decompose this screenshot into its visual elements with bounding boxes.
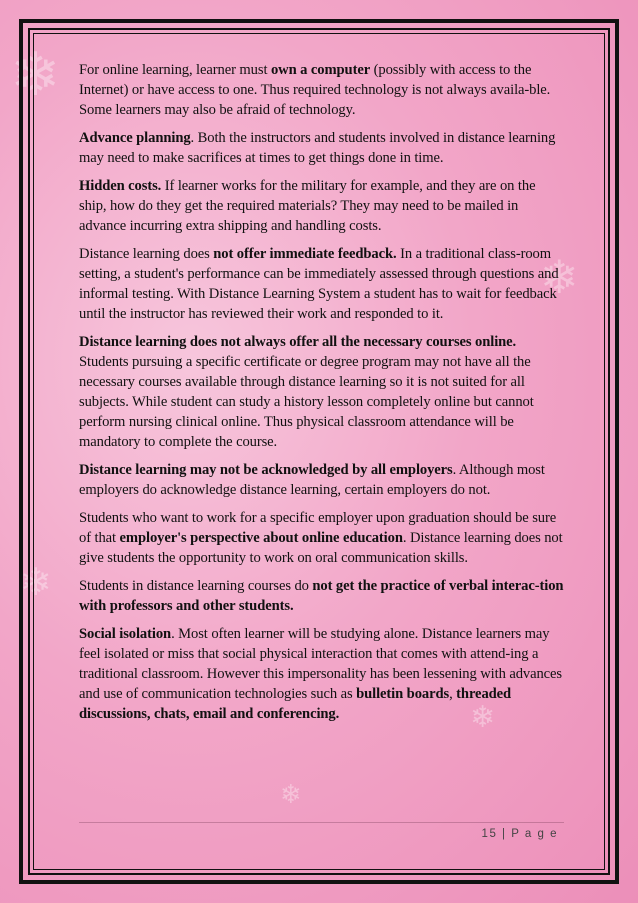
text-run: . Most often learner will be studying alone. Distance learners may feel isolated or miss that social physical interaction that comes with attend-ing a traditional classroom. However this impersonality has been lessening with advances and use of communication technologies such as (79, 626, 563, 702)
bold-text: Distance learning does not always offer all the necessary courses online. (79, 334, 517, 350)
bold-text: own a computer (270, 62, 371, 78)
paragraph (79, 460, 564, 500)
page-number: 15 (481, 828, 498, 840)
bold-text: employer's perspective about online education (119, 530, 403, 546)
text-run: In a traditional class-room setting, a student's performance can be immediately assessed through questions and informal testing. With Distance Learning System a student has to wait for feedback until the instructor has reviewed their work and responded to it. (79, 246, 559, 322)
page-label: P a g e (511, 828, 558, 840)
text-run: , (449, 686, 457, 702)
page-footer (482, 828, 558, 840)
snowflake-decoration: ❄ (20, 560, 52, 604)
paragraph (79, 128, 564, 168)
bold-text: threaded discussions, chats, email and conferencing. (79, 686, 512, 722)
bold-text: Distance learning may not be acknowledged by all employers (79, 462, 453, 478)
bold-text: Advance planning (79, 130, 191, 146)
text-run: For online learning, learner must (79, 62, 271, 78)
bold-text: not offer immediate feedback. (213, 246, 397, 262)
snowflake-decoration: ❄ (470, 700, 496, 735)
text-run: . Both the instructors and students involved in distance learning may need to make sacrifices at times to get things done in time. (79, 130, 556, 166)
paragraph (79, 176, 564, 236)
paragraph (79, 508, 564, 568)
text-run: . Distance learning does not give students the opportunity to work on oral communication skills. (79, 530, 563, 566)
footer-rule (79, 822, 564, 823)
text-run: Students in distance learning courses do (79, 578, 313, 594)
text-run: Students pursuing a specific certificate or degree program may not have all the necessary courses available through distance learning so it is not suited for all subjects. While student can study a history lesson completely online but cannot perform nursing clinical online. Thus physical classroom attendance will be mandatory to complete the course. (79, 354, 534, 450)
text-run: . Although most employers do acknowledge distance learning, certain employers do not. (79, 462, 545, 498)
document-body (79, 60, 564, 732)
paragraph (79, 332, 564, 452)
text-run: Students who want to work for a specific employer upon graduation should be sure of that (79, 510, 557, 546)
snowflake-decoration: ❄ (10, 40, 61, 110)
text-run: (possibly with access to the Internet) or have access to one. Thus required technology is not always availa-ble. Some learners may also be afraid of technology. (79, 62, 551, 118)
snowflake-decoration: ❄ (280, 780, 302, 810)
bold-text: not get the practice of verbal interac-tion with professors and other students. (79, 578, 564, 614)
paragraph (79, 244, 564, 324)
paragraph (79, 60, 564, 120)
bold-text: Social isolation (79, 626, 172, 642)
text-run: Distance learning does (79, 246, 214, 262)
paragraph (79, 576, 564, 616)
text-run: If learner works for the military for example, and they are on the ship, how do they get the required materials? They may need to be mailed in advance incurring extra shipping and handling costs. (79, 178, 536, 234)
footer-separator: | (502, 828, 507, 840)
bold-text: bulletin boards (356, 686, 450, 702)
snowflake-decoration: ❄ (540, 250, 579, 304)
paragraph (79, 624, 564, 724)
bold-text: Hidden costs. (79, 178, 162, 194)
